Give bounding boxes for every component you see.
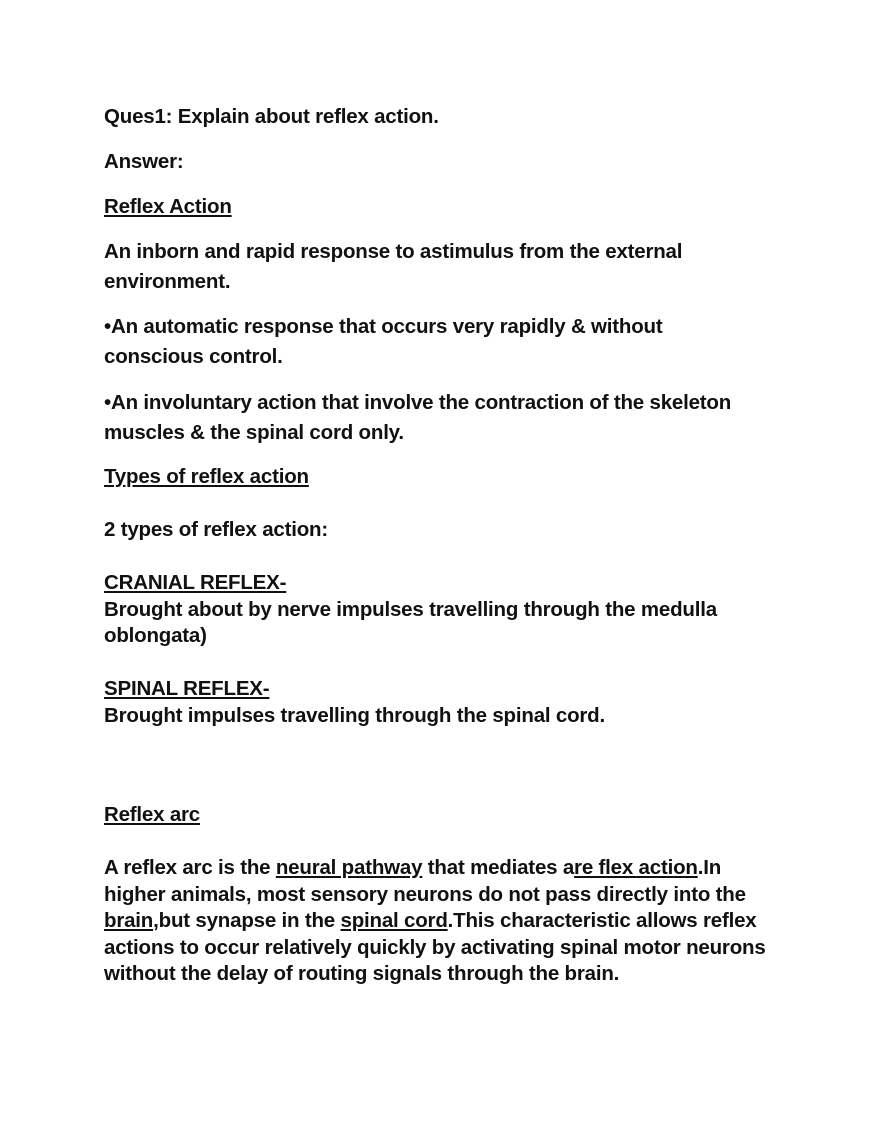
definition: An inborn and rapid response to astimulus from the external environment. [104,240,683,293]
heading-text: Reflex Action [104,195,232,218]
heading-text: Types of reflex action [104,465,309,488]
link-neural-pathway: neural pathway [275,856,423,879]
cranial-text: Brought about by nerve impulses travelling through the medulla oblongata) [104,597,717,647]
arc-paragraph [104,855,784,988]
link-spinal-cord: spinal cord [340,909,448,932]
types-intro: 2 types of reflex action: [104,518,328,541]
question: Ques1: Explain about reflex action. [104,105,439,128]
heading-types [104,464,804,491]
bullet-2: •An involuntary action that involve the contraction of the skeleton muscles & the spinal cord only. [104,391,732,444]
text: ,but synapse in the [153,909,341,932]
link-brain: brain [104,909,154,932]
heading-reflex-action [104,194,804,221]
spinal-text: Brought impulses travelling through the spinal cord. [104,703,605,727]
spinal-reflex [104,676,804,729]
link-reflex-action: re flex action [574,856,698,879]
text: that mediates a [422,856,575,879]
heading-reflex-arc [104,802,804,829]
spinal-title: SPINAL REFLEX- [104,677,270,700]
answer-label: Answer: [104,150,184,173]
text: .This characteristic allows reflex actions to occur relatively quickly by activating spinal motor neurons without the delay of routing signals through the brain. [104,909,766,985]
heading-text: Reflex arc [104,803,201,826]
cranial-reflex [104,570,744,650]
text: A reflex arc is the [104,856,276,879]
bullet-1: •An automatic response that occurs very rapidly & without conscious control. [104,315,663,368]
text: .In higher animals, most sensory neurons do not pass directly into the [104,856,746,906]
cranial-title: CRANIAL REFLEX- [104,571,287,594]
